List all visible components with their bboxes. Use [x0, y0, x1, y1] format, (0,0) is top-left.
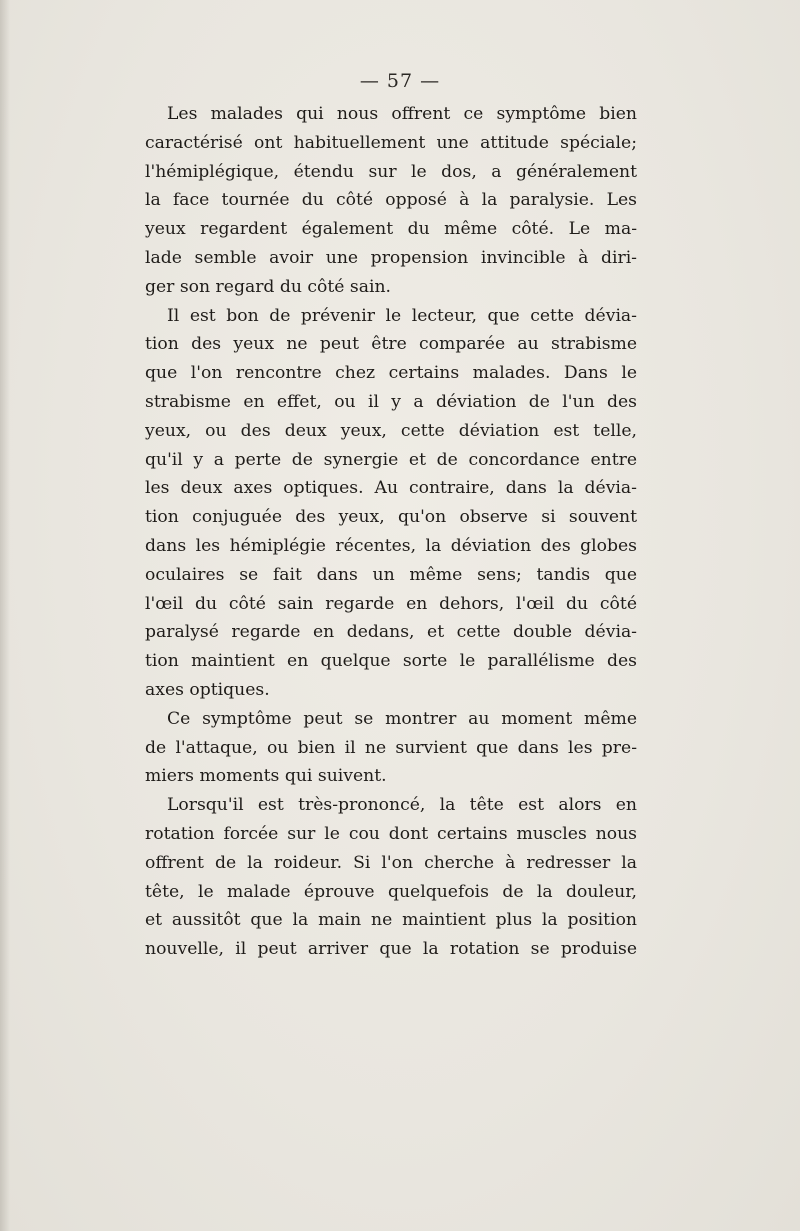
- text-line: lade semble avoir une propension invincible à diri-: [145, 247, 637, 268]
- text-line: qu'il y a perte de synergie et de concordance entre: [145, 449, 637, 470]
- text-line: de l'attaque, ou bien il ne survient que dans les pre-: [145, 737, 637, 758]
- page-number: — 57 —: [359, 70, 441, 92]
- text-line: les deux axes optiques. Au contraire, dans la dévia-: [145, 478, 637, 499]
- text-line: yeux, ou des deux yeux, cette déviation est telle,: [145, 420, 637, 441]
- text-line: caractérisé ont habituellement une attitude spéciale;: [145, 132, 637, 153]
- text-line: dans les hémiplégie récentes, la déviation des globes: [145, 535, 637, 556]
- text-line: ger son regard du côté sain.: [145, 276, 392, 297]
- text-line: l'hémiplégique, étendu sur le dos, a généralement: [145, 161, 637, 182]
- text-line: rotation forcée sur le cou dont certains muscles nous: [145, 823, 637, 844]
- text-line: la face tournée du côté opposé à la paralysie. Les: [145, 190, 637, 211]
- text-line: l'œil du côté sain regarde en dehors, l'œil du côté: [145, 593, 637, 614]
- text-line: axes optiques.: [145, 679, 270, 700]
- text-line: strabisme en effet, ou il y a déviation de l'un des: [145, 391, 637, 412]
- text-line: tion conjuguée des yeux, qu'on observe si souvent: [145, 507, 637, 528]
- text-line: offrent de la roideur. Si l'on cherche à redresser la: [145, 852, 637, 873]
- text-line: tion des yeux ne peut être comparée au strabisme: [145, 334, 637, 355]
- text-line: nouvelle, il peut arriver que la rotation se produise: [145, 939, 637, 960]
- text-line: Ce symptôme peut se montrer au moment même: [167, 708, 637, 729]
- text-line: Il est bon de prévenir le lecteur, que cette dévia-: [167, 305, 637, 326]
- text-line: miers moments qui suivent.: [145, 766, 387, 787]
- text-line: Les malades qui nous offrent ce symptôme bien: [167, 104, 637, 124]
- text-line: tête, le malade éprouve quelquefois de la douleur,: [145, 881, 637, 902]
- text-line: et aussitôt que la main ne maintient plus la position: [145, 910, 637, 931]
- text-line: que l'on rencontre chez certains malades. Dans le: [145, 363, 637, 384]
- text-line: Lorsqu'il est très-prononcé, la tête est alors en: [167, 795, 637, 816]
- text-line: paralysé regarde en dedans, et cette double dévia-: [145, 622, 637, 643]
- page-gutter-shadow: [0, 0, 10, 1231]
- text-line: yeux regardent également du même côté. Le ma-: [145, 219, 637, 240]
- text-line: tion maintient en quelque sorte le parallélisme des: [145, 651, 637, 672]
- body-text: [145, 100, 637, 964]
- text-line: oculaires se fait dans un même sens; tandis que: [145, 564, 637, 585]
